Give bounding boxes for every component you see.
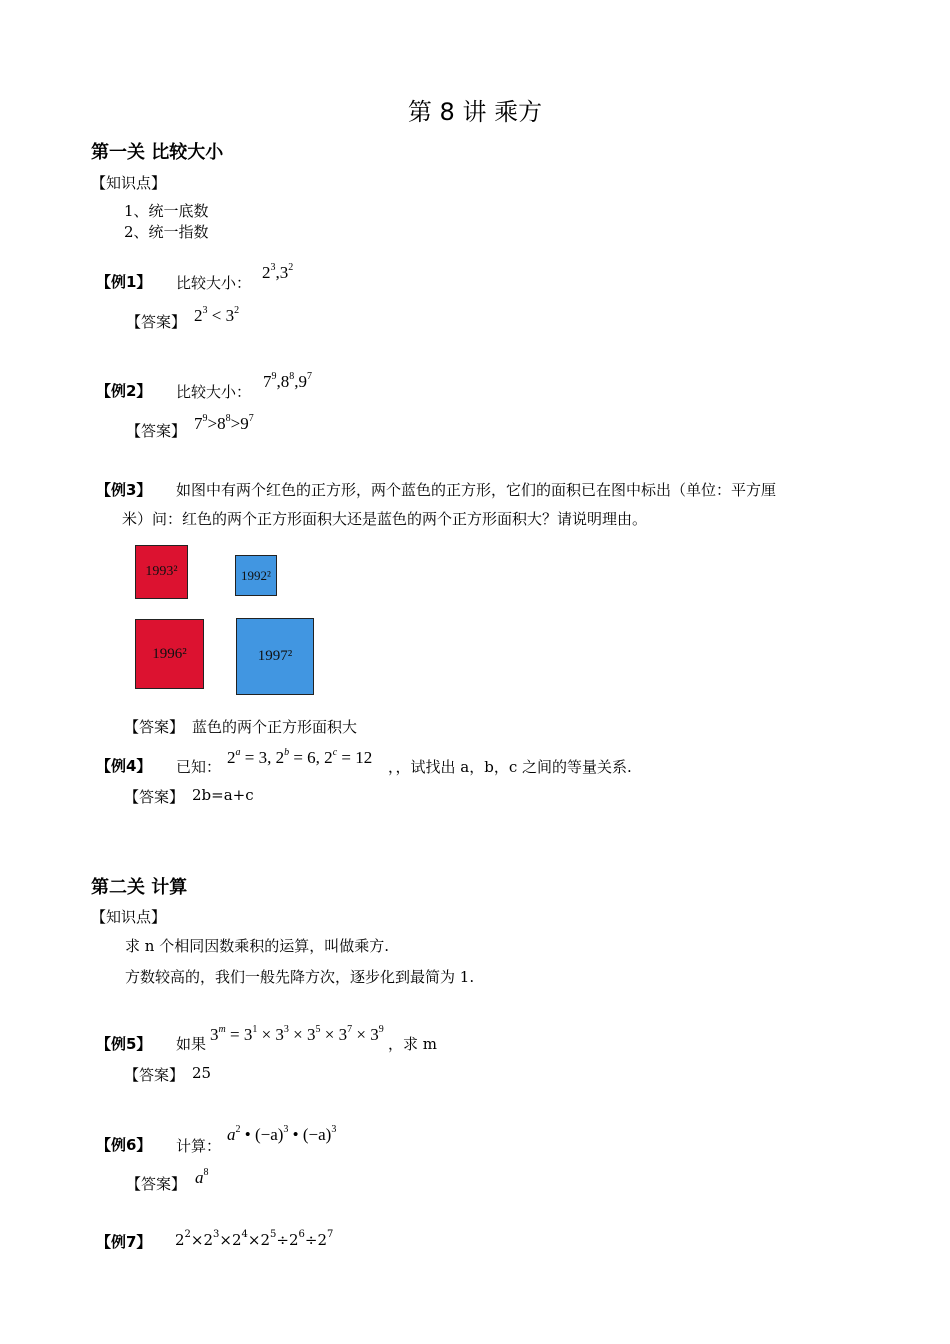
answer-label: 【答案】 [124,1066,185,1084]
example-prompt: 已知： [176,758,222,776]
example-label: 【例4】 [96,757,152,775]
red-square-1996: 1996² [135,619,204,689]
section-2-heading: 第二关 计算 [91,877,188,898]
example-prompt: 比较大小： [176,274,252,292]
example-math: $7^9,8^8,9^7$ [263,371,312,391]
example-math: $a^2$ • $(-a)^3$ • $(-a)^3$ [227,1124,337,1144]
answer-label: 【答案】 [124,788,185,806]
blue-square-1992: 1992² [235,555,277,596]
answer-math: $2^3 < 3^2$ [194,305,240,325]
answer-label: 【答案】 [126,313,187,331]
knowledge-line: 求 n 个相同因数乘积的运算，叫做乘方. [125,937,389,955]
answer-label: 【答案】 [126,1175,187,1193]
knowledge-point: 2、统一指数 [124,223,209,241]
answer-math: $a^8$ [195,1167,209,1187]
example-prompt: 比较大小： [176,383,252,401]
answer-label: 【答案】 [126,422,187,440]
answer-math: $7^9>8^8>9^7$ [194,413,254,433]
red-square-1993: 1993² [135,545,188,599]
answer-label: 【答案】 [124,718,185,736]
example-math: $2^a = 3$, $2^b = 6$, $2^c = 12$ [227,747,373,767]
example-text-line: 米）问：红色的两个正方形面积大还是蓝色的两个正方形面积大？请说明理由。 [122,510,648,528]
example-label: 【例2】 [96,382,152,400]
blue-square-1997: 1997² [236,618,314,695]
section-1-heading: 第一关 比较大小 [91,142,224,163]
example-tail: ，求 m [388,1035,437,1053]
knowledge-label: 【知识点】 [91,908,167,926]
example-label: 【例3】 [96,481,152,499]
example-math: $2^2\times 2^3\times 2^4\times 2^5\div 2^6\div 2^7$ [175,1229,334,1249]
page-title: 第 8 讲 乘方 [407,98,543,126]
example-math: $3^m = 3^1 \times 3^3 \times 3^5 \times 3^7 \times 3^9$ [210,1024,384,1044]
example-prompt: 如果 [176,1035,207,1053]
example-label: 【例6】 [96,1136,152,1154]
answer-text: 25 [192,1064,212,1082]
knowledge-point: 1、统一底数 [124,202,209,220]
example-prompt: 计算： [176,1137,222,1155]
example-math: $2^3,3^2$ [262,262,294,282]
example-text-line: 如图中有两个红色的正方形，两个蓝色的正方形，它们的面积已在图中标出（单位：平方厘 [176,481,777,499]
example-tail: ，，试找出 a，b，c 之间的等量关系. [388,758,632,776]
knowledge-line: 方数较高的，我们一般先降方次，逐步化到最简为 1. [125,968,475,986]
example-label: 【例5】 [96,1035,152,1053]
example-label: 【例1】 [96,273,152,291]
example-label: 【例7】 [96,1233,152,1251]
answer-text: 蓝色的两个正方形面积大 [192,718,358,736]
knowledge-label: 【知识点】 [91,174,167,192]
answer-text: 2b=a+c [192,786,254,804]
